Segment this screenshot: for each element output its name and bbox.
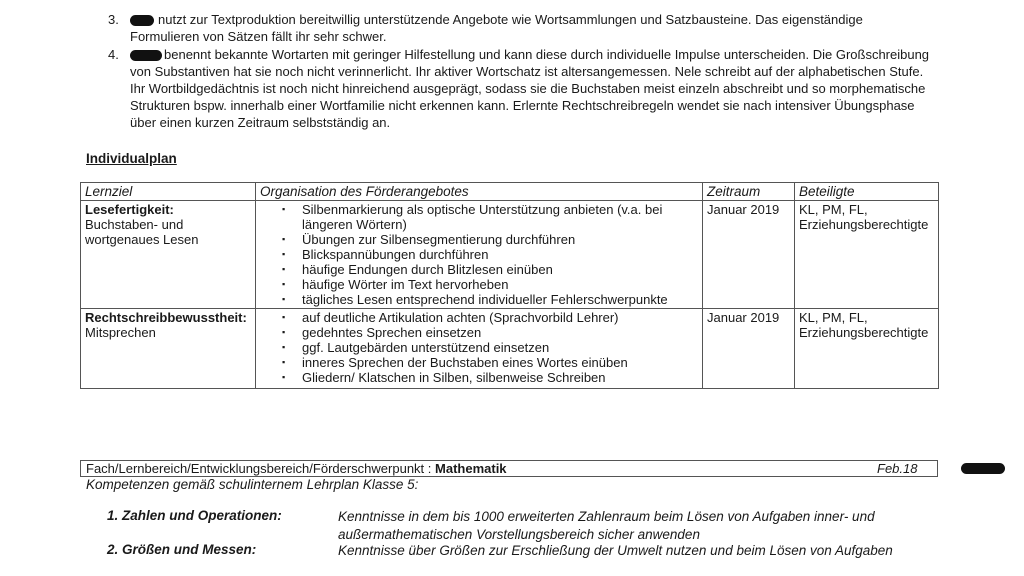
measure-item: ▪ tägliches Lesen entsprechend individueller Fehlerschwerpunkte	[282, 292, 698, 307]
measure-item: ▪ häufige Endungen durch Blitzlesen einüben	[282, 262, 698, 277]
measures-list	[260, 202, 698, 307]
measure-item: ▪ häufige Wörter im Text hervorheben	[282, 277, 698, 292]
paragraph-number: 3.	[108, 12, 119, 27]
paragraph-text: nutzt zur Textproduktion bereitwillig unterstützende Angebote wie Wortsammlungen und Satzbausteine. Das eigenständige	[158, 12, 863, 27]
competence-text: Kenntnisse über Größen zur Erschließung der Umwelt nutzen und beim Lösen von Aufgaben	[338, 543, 893, 558]
paragraph-text: benennt bekannte Wortarten mit geringer Hilfestellung und kann diese durch individuelle Impulse unterscheiden. Die Großschreibung von Substantiven hat sie noch nicht verinnerlicht. Ihr aktiver Wortschatz ist altersangemessen. Nele schreibt auf der alphabetischen Stufe. Ihr Wortbildgedächtnis ist noch nicht hinreichend ausgeprägt, sodass sie die Buchstaben meist einzeln abschreibt und so morphematische Strukturen bspw. innerhalb einer Wortfamilie nicht erkennen kann. Erlernte Rechtschreibregeln wendet sie nach intensiver Übungsphase über einen kurzen Zeitraum selbstständig an.	[130, 47, 930, 130]
column-header: Beteiligte	[795, 183, 939, 201]
subject-line	[86, 461, 507, 476]
participants-cell: KL, PM, FL, Erziehungsberechtigte	[795, 309, 939, 389]
goal-detail: Buchstaben- und wortgenaues Lesen	[85, 217, 199, 247]
column-header: Organisation des Förderangebotes	[256, 183, 703, 201]
subject-date: Feb.18	[877, 461, 918, 476]
paragraph-4	[108, 46, 940, 131]
individualplan-table	[80, 182, 939, 389]
measure-item: ▪ ggf. Lautgebärden unterstützend einsetzen	[282, 340, 698, 355]
goal-title: Lesefertigkeit:	[85, 202, 174, 217]
paragraph-line: Formulieren von Sätzen fällt ihr sehr schwer.	[130, 29, 387, 44]
table-header-row	[81, 183, 939, 201]
measure-item: ▪ Silbenmarkierung als optische Unterstützung anbieten (v.a. bei längeren Wörtern)	[282, 202, 698, 232]
paragraph-number: 4.	[108, 47, 119, 62]
subject-name: Mathematik	[435, 461, 507, 476]
period-cell: Januar 2019	[703, 201, 795, 309]
goal-detail: Mitsprechen	[85, 325, 156, 340]
measures-cell	[256, 201, 703, 309]
paragraph-3	[108, 11, 930, 45]
table-row	[81, 309, 939, 389]
competence-title: 1. Zahlen und Operationen:	[107, 508, 282, 523]
table-row	[81, 201, 939, 309]
subject-label: Fach/Lernbereich/Entwicklungsbereich/Förderschwerpunkt :	[86, 461, 436, 476]
competence-text: Kenntnisse in dem bis 1000 erweiterten Zahlenraum beim Lösen von Aufgaben inner- und außermathematischen Vorstellungsbereich sicher anwenden	[338, 509, 875, 542]
redacted-signature	[961, 463, 1005, 474]
measure-item: ▪ Gliedern/ Klatschen in Silben, silbenweise Schreiben	[282, 370, 698, 385]
period-cell: Januar 2019	[703, 309, 795, 389]
goal-cell	[81, 309, 256, 389]
measures-cell	[256, 309, 703, 389]
measure-item: ▪ Blickspannübungen durchführen	[282, 247, 698, 262]
measure-item: ▪ auf deutliche Artikulation achten (Sprachvorbild Lehrer)	[282, 310, 698, 325]
measure-item: ▪ gedehntes Sprechen einsetzen	[282, 325, 698, 340]
competence-intro: Kompetenzen gemäß schulinternem Lehrplan Klasse 5:	[86, 477, 419, 492]
measure-item: ▪ inneres Sprechen der Buchstaben eines Wortes einüben	[282, 355, 698, 370]
competence-title: 2. Größen und Messen:	[107, 542, 257, 557]
measure-item: ▪ Übungen zur Silbensegmentierung durchführen	[282, 232, 698, 247]
subject-bar	[80, 460, 938, 477]
column-header: Zeitraum	[703, 183, 795, 201]
redacted-name	[130, 15, 154, 26]
participants-cell: KL, PM, FL, Erziehungsberechtigte	[795, 201, 939, 309]
goal-cell	[81, 201, 256, 309]
redacted-name	[130, 50, 162, 61]
column-header: Lernziel	[81, 183, 256, 201]
paragraph-line	[130, 11, 930, 28]
measures-list	[260, 310, 698, 385]
goal-title: Rechtschreibbewusstheit:	[85, 310, 247, 325]
section-heading: Individualplan	[86, 151, 177, 166]
